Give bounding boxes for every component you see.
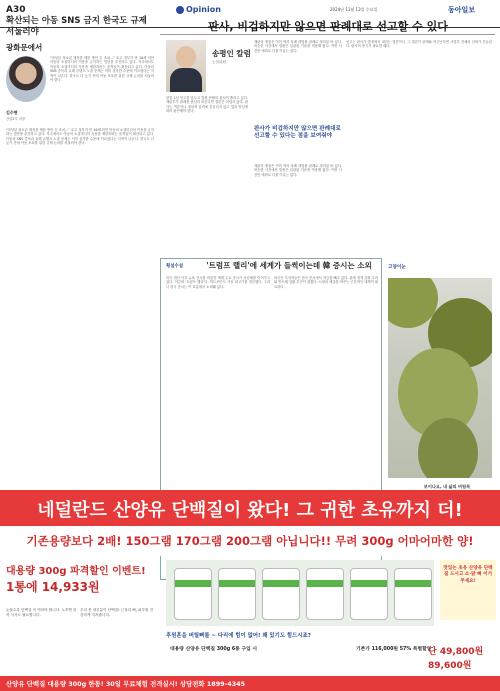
ad-event-title: 대용량 300g 파격할인 이벤트! [6,566,146,577]
ad-footer: 산양유 단백질 대용량 300g 한통! 30일 무료체험 전격실시! 상담전화 1899-4345 [6,680,246,688]
ad-price-discount: 기존가 116,000원 57% 특별할인 [356,647,432,652]
author-name: 김수현 [6,110,18,115]
pull-quote: 판사가 비겁하지만 않으면 판례대로 선고할 수 있다는 점을 보여줘야 [254,126,341,140]
product-jars [166,560,434,626]
ad-bubble [166,628,366,644]
boxed-body-left: 미국 대선 이후 뉴욕 증시를 비롯한 세계 주요 증시가 상승세를 이어가고 있다. 이른바 '트럼프 랠리'다. 비트코인도 사상 최고가를 경신했다. 그러나 한국 증시는 이 흐름에서 소외돼 있다. [166,276,270,289]
columnist-name: 송평인 칼럼 [212,49,251,58]
product-jar [306,568,344,620]
columnist-role: 논설위원 [212,60,226,64]
ad-price-1: 단 49,800원 [428,647,484,657]
page-number: A30 [6,5,26,15]
author-role: 산업1부 차장 [6,117,26,121]
newspaper-name: 동아일보 [448,6,476,14]
ad-gift-box [440,560,496,620]
section-name: Opinion [186,5,221,14]
author-photo [6,56,46,102]
divider [160,34,495,35]
boxed-body-right: 외국인 투자자들은 한국 증시에서 자금을 빼고 있다. 관세 정책 강화 우려와 반도체 업황 부진이 겹쳤다. 시장의 체질을 바꾸는 근본적인 대책이 필요하다. [274,276,378,289]
column-body-mid-2: 재판의 쟁점은 이미 여러 차례 대법원 판례로 정리된 바 있다. 비슷한 사건에서 법원은 일관된 기준을 적용해 왔다. 이번 사건만 예외로 다룰 이유는 없다. [254,164,342,177]
column-title: 판사, 비겁하지만 않으면 판례대로 선고할 수 있다 [208,20,448,33]
photo-label: 고양이눈 [388,265,406,270]
boxed-label: 횡설수설 [166,264,183,269]
ad-headline: 네덜란드 산양유 단백질이 왔다! 그 귀한 초유까지 더! [37,500,463,521]
column-heading: 광화문에서 [6,43,43,52]
product-jar [174,568,212,620]
columnist-photo [166,40,206,92]
product-jar [262,568,300,620]
product-jar [394,568,432,620]
foliage-shape [418,418,478,478]
photo-caption: 보이나요, 내 삶의 버팀목 [423,484,471,489]
columnist-face [176,46,196,68]
ad-headline-bar [0,490,500,526]
left-headline: 확산되는 아동 SNS 금지 한국도 규제 서둘러야 [6,16,147,37]
product-jar [218,568,256,620]
column-body-right: 선고는 판사가 법정에서 내리는 결론이다. 그 결론이 판례와 어긋난다면 사법부 전체의 신뢰가 흔들린다. 판사의 용기가 필요한 때다. [346,40,492,49]
ad-footer-bar [0,676,500,691]
cat-eye-photo [388,278,492,478]
ad-event-price: 1통에 14,933원 [6,580,100,594]
column-body-left: 판결 1심 선고를 앞두고 법원 안팎의 관심이 쏠리고 있다. 재판부가 판례를 충실히 따른다면 결론은 어렵지 않다. 판사는 여론이나 정치적 압력에 흔들리지 않고 법과 양심에 따라 판단해야 한다. [166,96,248,114]
left-body: "미성년 청소년 계정을 제한 방안 등 조치..." 호주 정부가 만 16세 미만 아동의 소셜미디어 이용을 금지하는 법안을 추진하고 있다. 각국에서도 아동의 소셜미디어 사용을 제한하려는 움직임이 확산되고 있다. 아동의 SNS 중독과 유해 콘텐츠 노출 문제는 이미 심각한 수준에 이르렀다는 지적이 나온다. 한국도 더 늦기 전에 아동 보호를 위한 규제 논의를 서둘러야 한다. [6,128,154,146]
ad-price-2: 89,600원 [428,661,472,671]
ad-subline: 기존용량보다 2배! 150그램 170그램 200그램 아닙니다!! 무려 300g 어마어마한 양! [26,534,474,548]
date-line: 2024년 11월 13일 수요일 [330,7,378,12]
left-body-top: "미성년 청소년 계정을 제한 방안 등 조치..." 호주 정부가 만 16세 미만 아동의 소셜미디어 이용을 금지하는 법안을 추진하고 있다. 각국에서도 아동의 소셜미디어 사용을 제한하려는 움직임이 확산되고 있다. 아동의 SNS 중독과 유해 콘텐츠 노출 문제는 이미 심각한 수준에 이르렀다는 지적이 나온다. 한국도 더 늦기 전에 아동 보호를 위한 규제 논의를 서둘러야 한다. [50,56,154,83]
section-logo-icon [176,6,184,14]
ad-note-right: 우리 몸 대부분이 단백질! 근육과 뼈, 피부를 건강하게 지켜줍니다. [80,608,154,617]
ad-gift-text: 맛있는 초유 산양유 단백질 드시고 소·닭 뼈 이거 주세요! [443,566,493,584]
ad-prices [170,644,496,674]
ad-price-label: 대용량 산양유 단백질 300g 6통 구입 시 [170,647,258,652]
product-jar [350,568,388,620]
boxed-title: '트럼프 랠리'에 세계가 들썩이는데 韓 증시는 소외 [206,261,372,270]
ad-subline-bar [0,526,500,556]
ad-bubble-text: 후원혼을 버틸뻐를 ~ 다리에 힘이 없어! 왜 있기도 힘드시죠? [166,633,311,639]
column-body-mid: 재판의 쟁점은 이미 여러 차례 대법원 판례로 정리된 바 있다. 비슷한 사건에서 법원은 일관된 기준을 적용해 왔다. 이번 사건만 예외로 다룰 이유는 없다. [254,40,342,53]
columnist-suit [170,68,202,92]
advertisement [0,490,500,691]
ad-note-left: 눈물수록 단백질 꼭 먹어야 합니다. 노후엔 한 끼 식사도 필요합니다. [6,608,77,617]
